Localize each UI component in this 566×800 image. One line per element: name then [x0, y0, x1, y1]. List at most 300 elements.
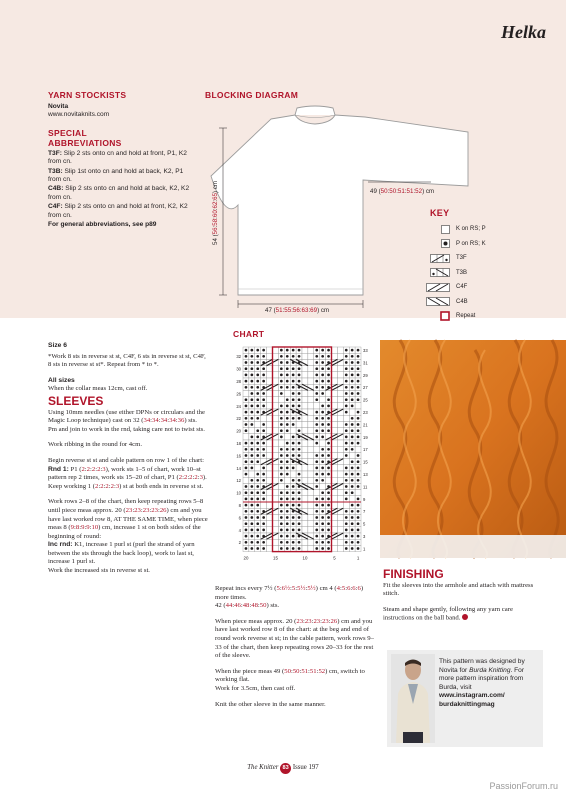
chart-cell — [337, 397, 343, 403]
purl-dot — [315, 380, 318, 383]
chart-cell — [273, 514, 279, 520]
purl-dot — [357, 535, 360, 538]
chart-cell — [343, 459, 349, 465]
purl-dot — [245, 405, 248, 408]
purl-dot — [321, 355, 324, 358]
purl-dot — [315, 355, 318, 358]
purl-dot — [345, 405, 348, 408]
purl-dot — [357, 367, 360, 370]
purl-dot — [345, 349, 348, 352]
purl-dot — [251, 479, 254, 482]
finishing-column — [383, 568, 543, 630]
abbreviation-item — [48, 168, 198, 185]
end-mark-icon — [462, 614, 468, 620]
purl-dot — [351, 448, 354, 451]
purl-dot — [345, 380, 348, 383]
purl-dot — [286, 498, 289, 501]
chart-cell — [302, 353, 308, 359]
purl-dot — [251, 361, 254, 364]
chart-cell — [267, 428, 273, 434]
purl-dot — [327, 504, 330, 507]
chart-cell — [267, 421, 273, 427]
purl-dot — [351, 516, 354, 519]
col-label: 5 — [333, 555, 336, 561]
abbreviation-term: C4F: — [48, 203, 63, 211]
purl-dot — [315, 442, 318, 445]
purl-dot — [262, 429, 265, 432]
purl-dot — [345, 535, 348, 538]
purl-dot — [292, 535, 295, 538]
chart-cell — [308, 378, 314, 384]
chart-cell — [302, 428, 308, 434]
purl-dot — [251, 454, 254, 457]
purl-dot — [286, 361, 289, 364]
purl-dot — [327, 349, 330, 352]
stockists-section — [48, 90, 198, 230]
purl-dot — [351, 361, 354, 364]
row-label: 21 — [363, 422, 368, 428]
chart-cell — [332, 397, 338, 403]
purl-dot — [298, 547, 301, 550]
purl-dot — [280, 392, 283, 395]
purl-dot — [321, 535, 324, 538]
purl-dot — [245, 498, 248, 501]
purl-dot — [251, 411, 254, 414]
purl-dot — [298, 516, 301, 519]
purl-dot — [298, 405, 301, 408]
purl-dot — [280, 448, 283, 451]
chart-cell — [349, 496, 355, 502]
purl-dot — [245, 367, 248, 370]
designer-model-photo — [391, 654, 435, 743]
purl-dot — [345, 473, 348, 476]
chart-cell — [332, 372, 338, 378]
purl-dot — [286, 429, 289, 432]
chart-cell — [284, 477, 290, 483]
purl-dot — [298, 479, 301, 482]
purl-dot — [327, 491, 330, 494]
purl-dot — [286, 522, 289, 525]
chart-cell — [243, 477, 249, 483]
chart-cell — [337, 490, 343, 496]
purl-dot — [280, 386, 283, 389]
chart-cell — [332, 428, 338, 434]
purl-dot — [345, 361, 348, 364]
chart-cell — [302, 514, 308, 520]
chart-cell — [273, 527, 279, 533]
chart-cell — [273, 521, 279, 527]
purl-dot — [345, 479, 348, 482]
purl-dot — [262, 405, 265, 408]
chart-cell — [273, 446, 279, 452]
chart-cell — [332, 471, 338, 477]
chart-cell — [302, 490, 308, 496]
purl-dot — [245, 547, 248, 550]
purl-dot — [357, 479, 360, 482]
chart-cell — [332, 440, 338, 446]
purl-dot — [315, 361, 318, 364]
chart-cell — [302, 366, 308, 372]
purl-dot — [286, 535, 289, 538]
purl-dot — [251, 398, 254, 401]
chart-cell — [355, 490, 361, 496]
chart-cell — [337, 545, 343, 551]
purl-dot — [351, 355, 354, 358]
purl-dot — [351, 491, 354, 494]
purl-dot — [345, 454, 348, 457]
chart-cell — [267, 545, 273, 551]
purl-dot — [351, 392, 354, 395]
purl-dot — [262, 491, 265, 494]
chart-cell — [308, 477, 314, 483]
purl-dot — [286, 417, 289, 420]
purl-dot — [357, 498, 360, 501]
chart-cell — [273, 490, 279, 496]
purl-dot — [256, 535, 259, 538]
purl-dot — [298, 380, 301, 383]
chart-cell — [267, 397, 273, 403]
purl-dot — [315, 367, 318, 370]
purl-dot — [345, 442, 348, 445]
key-label: C4F — [456, 284, 468, 291]
chart-cell — [273, 403, 279, 409]
chart-cell — [278, 397, 284, 403]
chart-cell — [273, 477, 279, 483]
purl-dot — [321, 460, 324, 463]
col-label: 15 — [273, 555, 278, 561]
purl-dot — [286, 380, 289, 383]
purl-dot — [280, 374, 283, 377]
inc-round: Inc rnd: K1, increase 1 purl st (purl the strand of yarn between the sts through the back loop), work to last st, increase 1 purl st. — [48, 541, 195, 566]
purl-dot — [245, 522, 248, 525]
chart-cell — [302, 521, 308, 527]
purl-dot — [357, 398, 360, 401]
chart-cell — [296, 465, 302, 471]
chart-cell — [267, 378, 273, 384]
purl-dot — [292, 454, 295, 457]
purl-dot — [245, 454, 248, 457]
purl-dot — [357, 436, 360, 439]
chart-cell — [337, 496, 343, 502]
chart-cell — [337, 521, 343, 527]
chart-cell — [284, 434, 290, 440]
purl-dot — [286, 448, 289, 451]
purl-dot — [256, 498, 259, 501]
chart-cell — [273, 347, 279, 353]
purl-dot — [327, 522, 330, 525]
chart-cell — [302, 446, 308, 452]
purl-dot — [357, 504, 360, 507]
purl-dot — [280, 429, 283, 432]
purl-dot — [292, 467, 295, 470]
chart-cell — [261, 502, 267, 508]
row-label: 1 — [363, 546, 366, 552]
chart-cell — [308, 521, 314, 527]
purl-dot — [351, 429, 354, 432]
stitch-chart — [231, 341, 371, 561]
purl-dot — [345, 510, 348, 513]
purl-dot — [262, 522, 265, 525]
chart-cell — [337, 539, 343, 545]
chart-cell — [332, 521, 338, 527]
chart-cell — [302, 421, 308, 427]
purl-dot — [315, 460, 318, 463]
page-number: 83 — [280, 763, 291, 774]
repeat-incs: Repeat incs every 7½ (5:6½:5:5½:5½) cm 4 (4:5:6:6:6) more times. — [215, 585, 364, 601]
purl-dot — [298, 541, 301, 544]
chart-cell — [308, 440, 314, 446]
purl-dot — [286, 529, 289, 532]
purl-dot — [321, 504, 324, 507]
chart-cell — [302, 372, 308, 378]
credit-text: This pattern was designed by Novita for Burda Knitting. For more pattern inspiration from Burda, visit www.instagram.com/ burdaknittingmag — [439, 658, 525, 708]
chart-cell — [243, 390, 249, 396]
abbreviation-text: Slip 2 sts onto cn and hold at front, K2, K2 from cn. — [48, 203, 188, 219]
purl-dot — [251, 516, 254, 519]
purl-dot — [256, 380, 259, 383]
watermark: PassionForum.ru — [489, 781, 558, 791]
purl-dot — [321, 522, 324, 525]
purl-dot — [256, 454, 259, 457]
purl-dot — [245, 417, 248, 420]
chart-cell — [296, 421, 302, 427]
chart-cell — [302, 415, 308, 421]
size-text: *Work 8 sts in reverse st st, C4F, 6 sts in reverse st st, C4F, 8 sts in reverse st st*. Repeat from * to *. — [48, 352, 206, 369]
purl-dot — [298, 367, 301, 370]
finishing-text-1: Fit the sleeves into the armhole and attach with mattress stitch. — [383, 581, 534, 598]
chart-cell — [320, 440, 326, 446]
purl-dot — [256, 405, 259, 408]
purl-dot — [315, 473, 318, 476]
chart-cell — [332, 403, 338, 409]
purl-dot — [280, 454, 283, 457]
purl-dot — [251, 349, 254, 352]
purl-dot — [298, 448, 301, 451]
purl-dot — [251, 392, 254, 395]
purl-dot — [251, 386, 254, 389]
chart-cell — [261, 415, 267, 421]
chart-cell — [308, 446, 314, 452]
length-dimension-label: 54 (56:58:60:62:65) cm — [212, 180, 219, 245]
purl-dot — [345, 498, 348, 501]
abbreviation-item — [48, 203, 198, 220]
chart-cell — [337, 446, 343, 452]
chart-cell — [267, 440, 273, 446]
purl-dot — [357, 510, 360, 513]
purl-dot — [327, 405, 330, 408]
row-label: 29 — [363, 372, 368, 378]
purl-dot — [357, 473, 360, 476]
purl-dot — [351, 547, 354, 550]
purl-dot — [327, 541, 330, 544]
chart-cell — [308, 514, 314, 520]
purl-dot — [280, 473, 283, 476]
chart-cell — [308, 508, 314, 514]
purl-dot — [251, 504, 254, 507]
purl-dot — [251, 460, 254, 463]
purl-dot — [327, 367, 330, 370]
purl-dot — [251, 423, 254, 426]
chart-cell — [267, 446, 273, 452]
chart-cell — [302, 539, 308, 545]
chart-cell — [343, 502, 349, 508]
purl-dot — [251, 380, 254, 383]
chart-cell — [320, 483, 326, 489]
purl-dot — [245, 510, 248, 513]
chart-cell — [337, 465, 343, 471]
chart-cell — [267, 452, 273, 458]
purl-dot — [292, 516, 295, 519]
all-sizes-text: When the collar meas 12cm, cast off. — [48, 385, 148, 393]
purl-dot — [357, 454, 360, 457]
purl-dot — [280, 529, 283, 532]
purl-dot — [351, 436, 354, 439]
purl-dot — [357, 349, 360, 352]
purl-dot — [262, 355, 265, 358]
purl-dot — [321, 349, 324, 352]
purl-dot — [251, 529, 254, 532]
abbreviation-item — [48, 185, 198, 202]
instagram-link-2[interactable]: burdaknittingmag — [439, 700, 495, 708]
purl-dot — [321, 467, 324, 470]
purl-dot — [292, 522, 295, 525]
purl-dot — [357, 467, 360, 470]
purl-dot — [292, 386, 295, 389]
chart-cell — [273, 452, 279, 458]
purl-dot — [280, 423, 283, 426]
purl-dot — [345, 367, 348, 370]
collar-seam — [295, 115, 335, 118]
abbreviation-text: Slip 2 sts onto cn and hold at front, P1, K2 from cn. — [48, 149, 187, 166]
purl-dot — [280, 522, 283, 525]
purl-dot — [251, 547, 254, 550]
purl-dot — [345, 448, 348, 451]
purl-dot — [321, 491, 324, 494]
purl-dot — [321, 510, 324, 513]
chart-cell — [308, 421, 314, 427]
purl-dot — [262, 516, 265, 519]
chart-cell — [314, 446, 320, 452]
stockist-url[interactable]: www.novitaknits.com — [48, 111, 110, 119]
purl-dot — [327, 454, 330, 457]
chart-cell — [249, 471, 255, 477]
instagram-link[interactable]: www.instagram.com/ — [439, 692, 505, 700]
purl-dot — [251, 491, 254, 494]
row-label: 4 — [238, 527, 241, 533]
purl-dot — [292, 367, 295, 370]
purl-dot — [345, 516, 348, 519]
purl-dot — [286, 467, 289, 470]
purl-dot — [315, 392, 318, 395]
chart-cell — [332, 490, 338, 496]
purl-dot — [262, 454, 265, 457]
purl-dot — [280, 367, 283, 370]
row-label: 28 — [236, 379, 241, 384]
row-label: 24 — [236, 403, 241, 409]
purl-dot — [286, 460, 289, 463]
purl-dot — [292, 442, 295, 445]
purl-dot — [351, 473, 354, 476]
chart-cell — [267, 353, 273, 359]
magazine-name: The Knitter — [247, 764, 279, 771]
issue-number: Issue 197 — [292, 764, 319, 771]
purl-dot — [245, 460, 248, 463]
purl-dot — [321, 498, 324, 501]
chart-cell — [337, 428, 343, 434]
purl-dot — [256, 473, 259, 476]
abbreviation-term: T3B: — [48, 167, 63, 175]
chart-cell — [267, 403, 273, 409]
purl-dot — [345, 355, 348, 358]
purl-dot — [315, 504, 318, 507]
purl-dot — [245, 398, 248, 401]
purl-dot — [321, 380, 324, 383]
chart-cell — [349, 409, 355, 415]
purl-dot — [245, 491, 248, 494]
purl-dot — [292, 355, 295, 358]
purl-dot — [256, 411, 259, 414]
chart-cell — [337, 347, 343, 353]
instructions-column-2 — [215, 585, 375, 716]
purl-dot — [251, 510, 254, 513]
purl-dot — [292, 479, 295, 482]
chart-cell — [308, 496, 314, 502]
purl-dot — [286, 442, 289, 445]
row-label: 30 — [236, 366, 241, 372]
purl-dot — [351, 380, 354, 383]
purl-dot — [262, 442, 265, 445]
row-label: 8 — [238, 503, 241, 508]
chart-cell — [308, 415, 314, 421]
chart-cell — [308, 452, 314, 458]
purl-dot — [286, 504, 289, 507]
row-label: 16 — [236, 453, 241, 459]
chart-cell — [308, 459, 314, 465]
chart-cell — [308, 490, 314, 496]
purl-dot — [321, 473, 324, 476]
purl-dot — [280, 547, 283, 550]
general-abbreviations-note[interactable]: For general abbreviations, see p89 — [48, 221, 157, 229]
purl-dot — [321, 405, 324, 408]
chart-cell — [290, 428, 296, 434]
key-heading: KEY — [430, 208, 450, 218]
purl-dot — [357, 386, 360, 389]
purl-dot — [256, 417, 259, 420]
purl-dot — [315, 516, 318, 519]
chart-cell — [314, 403, 320, 409]
purl-dot — [315, 417, 318, 420]
purl-dot — [245, 516, 248, 519]
round-1: Rnd 1: P1 (2:2:2:2:3), work sts 1–5 of chart, work 10–st pattern rep 2 times, work sts 15–20 of chart, P1 (2:2:2:2:3). — [48, 465, 207, 482]
chart-cell — [326, 477, 332, 483]
row-label: 10 — [236, 490, 241, 496]
purl-dot — [245, 349, 248, 352]
chart-cell — [267, 471, 273, 477]
chart-cell — [332, 496, 338, 502]
purl-dot — [292, 392, 295, 395]
row-label: 33 — [363, 348, 368, 353]
purl-dot — [357, 429, 360, 432]
purl-dot — [345, 398, 348, 401]
purl-dot — [256, 448, 259, 451]
purl-dot — [345, 436, 348, 439]
purl-dot — [315, 454, 318, 457]
purl-dot — [345, 547, 348, 550]
purl-dot — [292, 541, 295, 544]
stockist-name: Novita — [48, 103, 69, 110]
chart-cell — [267, 415, 273, 421]
purl-dot — [321, 516, 324, 519]
